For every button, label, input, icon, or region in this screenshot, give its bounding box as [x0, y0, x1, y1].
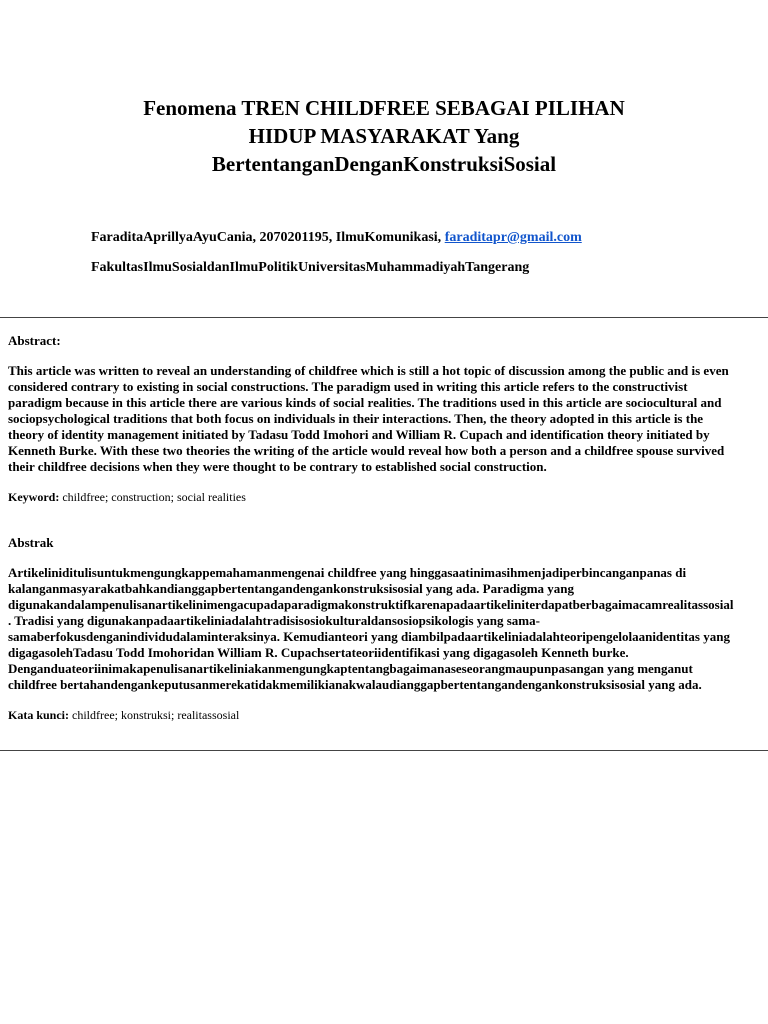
author-line [91, 229, 582, 247]
abstrak-body [8, 565, 768, 693]
title-line-3: BertentanganDenganKonstruksiSosial [211, 152, 557, 176]
abstrak-line: Denganduateoriinimakapenulisanartikeliniakanmengungkaptentangbagaimanaseseorangmaupunpasangan yang menganut [8, 661, 693, 676]
bottom-divider [0, 750, 768, 751]
kata-kunci [8, 707, 768, 723]
abstrak-line: childfree bertahandengankeputusanmerekatidakmemilikianakwalaudianggapbertentangandengankonstruksisosial yang ada. [8, 677, 702, 692]
abstrak-line: digunakandalampenulisanartikelinimengacupadaparadigmakonstruktifkarenapadaartikeliniterdapatberbagaimacamrealitassosial [8, 597, 734, 612]
abstract-line: This article was written to reveal an understanding of childfree which is still a hot topic of discussion among the public and is even [8, 363, 729, 378]
paper-title [0, 94, 768, 178]
abstract-heading: Abstract: [8, 333, 61, 348]
title-line-2: HIDUP MASYARAKAT Yang [248, 124, 520, 148]
abstrak-line: Artikeliniditulisuntukmengungkappemahamanmengenai childfree yang hinggasaatinimasihmenjadiperbincanganpanas di [8, 565, 687, 580]
author-info: FaraditaAprillyaAyuCania, 2070201195, IlmuKomunikasi, [91, 230, 445, 245]
abstrak-line: samaberfokusdenganindividudalaminteraksinya. Kemudianteori yang diambilpadaartikeliniadalahteoripengelolaanidentitas yang [8, 629, 730, 644]
abstract-line: considered contrary to existing in social constructions. The paradigm used in writing this article refers to the constructivist [8, 379, 688, 394]
keywords [8, 489, 768, 505]
author-email-link[interactable]: faraditapr@gmail.com [444, 230, 582, 245]
keyword-value: childfree; construction; social realities [59, 490, 246, 504]
abstract-section [8, 333, 768, 723]
affiliation: FakultasIlmuSosialdanIlmuPolitikUniversitasMuhammadiyahTangerang [91, 260, 530, 275]
abstract-body [8, 363, 768, 475]
kata-kunci-value: childfree; konstruksi; realitassosial [69, 708, 240, 722]
abstract-line: theory of identity management initiated by Tadasu Todd Imohori and William R. Cupach and identification theory initiated by [8, 427, 710, 442]
top-divider [0, 317, 768, 318]
abstract-line: sociopsychological traditions that both focus on individuals in their interactions. Then, the theory adopted in this article is the [8, 411, 704, 426]
abstrak-line: digagasolehTadasu Todd Imohoridan William R. Cupachsertateoriidentifikasi yang digagasoleh Kenneth burke. [8, 645, 629, 660]
abstrak-heading: Abstrak [8, 535, 54, 550]
abstrak-line: kalanganmasyarakatbahkandianggapbertentangandengankonstruksisosial yang ada. Paradigma yang [8, 581, 575, 596]
keyword-label: Keyword: [8, 490, 60, 504]
abstract-line: paradigm because in this article there are various kinds of social realities. The traditions used in this article are sociocultural and [8, 395, 722, 410]
abstrak-line: . Tradisi yang digunakanpadaartikeliniadalahtradisisosiokulturaldansosiopsikologis yang sama- [8, 613, 540, 628]
abstract-line: their childfree decisions when they were thought to be contrary to established social construction. [8, 459, 547, 474]
abstract-line: Kenneth Burke. With these two theories the writing of the article would reveal how both a person and a childfree spouse survived [8, 443, 725, 458]
title-line-1: Fenomena TREN CHILDFREE SEBAGAI PILIHAN [143, 96, 625, 120]
kata-kunci-label: Kata kunci: [8, 708, 70, 722]
